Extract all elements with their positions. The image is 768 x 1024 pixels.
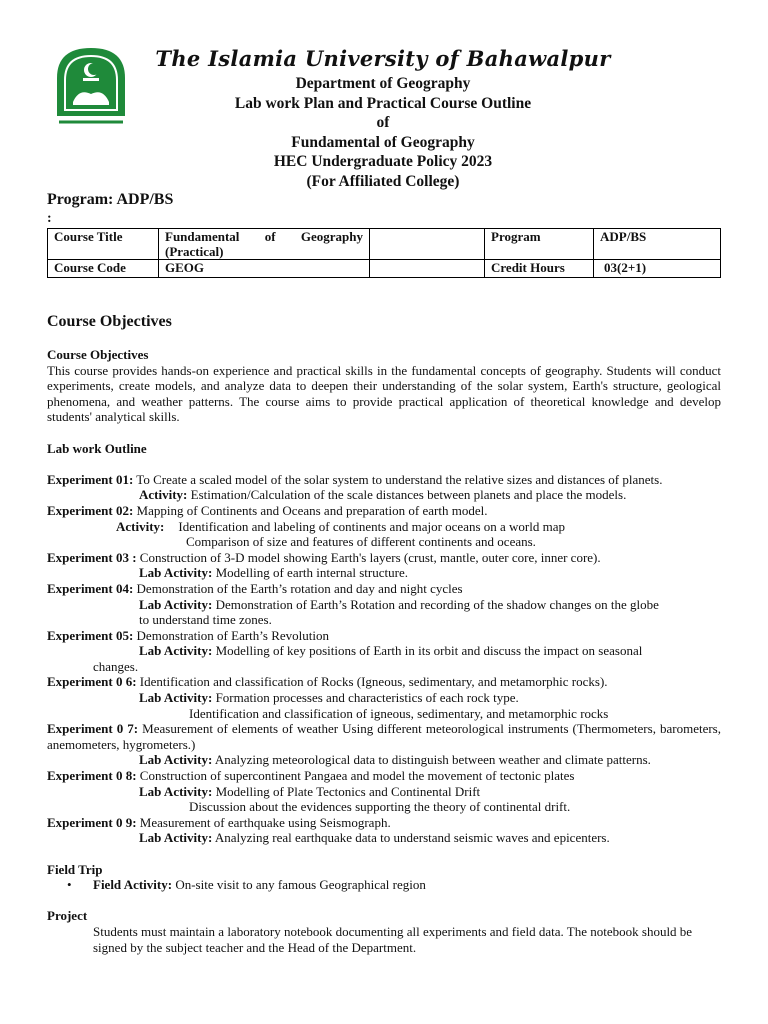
- university-logo-icon: [53, 44, 129, 126]
- university-title: The Islamia University of Bahawalpur: [155, 46, 611, 71]
- project-heading: Project: [47, 908, 88, 924]
- experiment-01: Experiment 01: To Create a scaled model of the solar system to understand the relative sizes and distances of planets.: [47, 471, 663, 487]
- experiment-06-activity-2: Identification and classification of igneous, sedimentary, and metamorphic rocks: [189, 705, 609, 721]
- affiliated-line: (For Affiliated College): [306, 172, 460, 190]
- experiment-06-activity: Lab Activity: Formation processes and characteristics of each rock type.: [139, 690, 519, 706]
- objectives-paragraph: This course provides hands-on experience and practical skills in the fundamental concepts of geography. Students will conduct experiments, create models, and analyze data to deepen their understanding of the solar system, Earth's structure, geological phenomena, and weather patterns. The course aims to provide practical application of theoretical knowledge and develop students' analytical skills.: [47, 362, 721, 425]
- experiment-08: Experiment 0 8: Construction of supercontinent Pangaea and model the movement of tectonic plates: [47, 768, 575, 784]
- course-title-label: Course Title: [48, 229, 159, 260]
- of-line: of: [376, 114, 390, 132]
- experiment-02: Experiment 02: Mapping of Continents and Oceans and preparation of earth model.: [47, 502, 488, 518]
- experiment-09-activity: Lab Activity: Analyzing real earthquake data to understand seismic waves and epicenters.: [139, 830, 610, 846]
- table-row: [48, 260, 721, 278]
- experiment-04-activity-2: to understand time zones.: [139, 612, 272, 628]
- experiment-04-activity: Lab Activity: Demonstration of Earth’s Rotation and recording of the shadow changes on the globe: [139, 596, 659, 612]
- experiment-07-activity: Lab Activity: Analyzing meteorological data to distinguish between weather and climate patterns.: [139, 752, 651, 768]
- experiment-05: Experiment 05: Demonstration of Earth’s Revolution: [47, 627, 329, 643]
- course-name-line: Fundamental of Geography: [291, 133, 475, 151]
- experiment-09: Experiment 0 9: Measurement of earthquake using Seismograph.: [47, 814, 391, 830]
- credit-hours-value: 03(2+1): [594, 260, 721, 278]
- program-colon: :: [47, 211, 52, 226]
- experiment-08-activity-2: Discussion about the evidences supporting the theory of continental drift.: [189, 799, 571, 815]
- empty-cell: [370, 260, 485, 278]
- document-header: [140, 44, 626, 192]
- lab-outline-heading: Lab work Outline: [47, 440, 147, 456]
- course-title-value: Fundamental of Geography (Practical): [159, 229, 370, 260]
- experiment-04: Experiment 04: Demonstration of the Earth’s rotation and day and night cycles: [47, 580, 463, 596]
- bullet-icon: •: [67, 877, 72, 893]
- credit-hours-label: Credit Hours: [485, 260, 594, 278]
- program-label-cell: Program: [485, 229, 594, 260]
- table-row: [48, 229, 721, 260]
- program-label: Program: ADP/BS: [47, 191, 174, 208]
- experiment-03-activity: Lab Activity: Modelling of earth internal structure.: [139, 565, 408, 581]
- department-line: Department of Geography: [295, 75, 471, 92]
- program-value-cell: ADP/BS: [594, 229, 721, 260]
- plan-line: Lab work Plan and Practical Course Outline: [234, 94, 532, 112]
- experiment-05-activity: Lab Activity: Modelling of key positions of Earth in its orbit and discuss the impact on seasonal: [139, 643, 643, 659]
- experiment-06: Experiment 0 6: Identification and classification of Rocks (Igneous, sedimentary, and metamorphic rocks).: [47, 674, 608, 690]
- project-paragraph: Students must maintain a laboratory notebook documenting all experiments and field data. The notebook should be signed by the subject teacher and the Head of the Department.: [93, 923, 693, 955]
- objectives-subheading: Course Objectives: [47, 347, 149, 362]
- experiment-02-activity-2: Comparison of size and features of different continents and oceans.: [186, 534, 536, 550]
- experiment-01-activity: Activity: Estimation/Calculation of the scale distances between planets and place the models.: [139, 487, 627, 503]
- document-body: [47, 347, 721, 955]
- field-trip-heading: Field Trip: [47, 861, 103, 877]
- experiment-08-activity: Lab Activity: Modelling of Plate Tectonics and Continental Drift: [139, 783, 481, 799]
- course-info-table: [47, 228, 721, 278]
- experiment-05-activity-2: changes.: [93, 658, 139, 674]
- field-activity-item: • Field Activity: On-site visit to any famous Geographical region: [67, 877, 426, 893]
- empty-cell: [370, 229, 485, 260]
- experiment-03: Experiment 03 : Construction of 3-D model showing Earth's layers (crust, mantle, outer core, inner core).: [47, 549, 601, 565]
- experiment-07: Experiment 0 7: Measurement of elements of weather Using different meteorological instruments (Thermometers, barometers, anemometers, hygrometers.): [47, 721, 721, 752]
- course-code-label: Course Code: [48, 260, 159, 278]
- policy-line: HEC Undergraduate Policy 2023: [273, 153, 493, 171]
- course-code-value: GEOG: [159, 260, 370, 278]
- experiment-02-activity: Activity: Identification and labeling of continents and major oceans on a world map: [116, 518, 566, 534]
- course-objectives-heading: Course Objectives: [47, 313, 172, 330]
